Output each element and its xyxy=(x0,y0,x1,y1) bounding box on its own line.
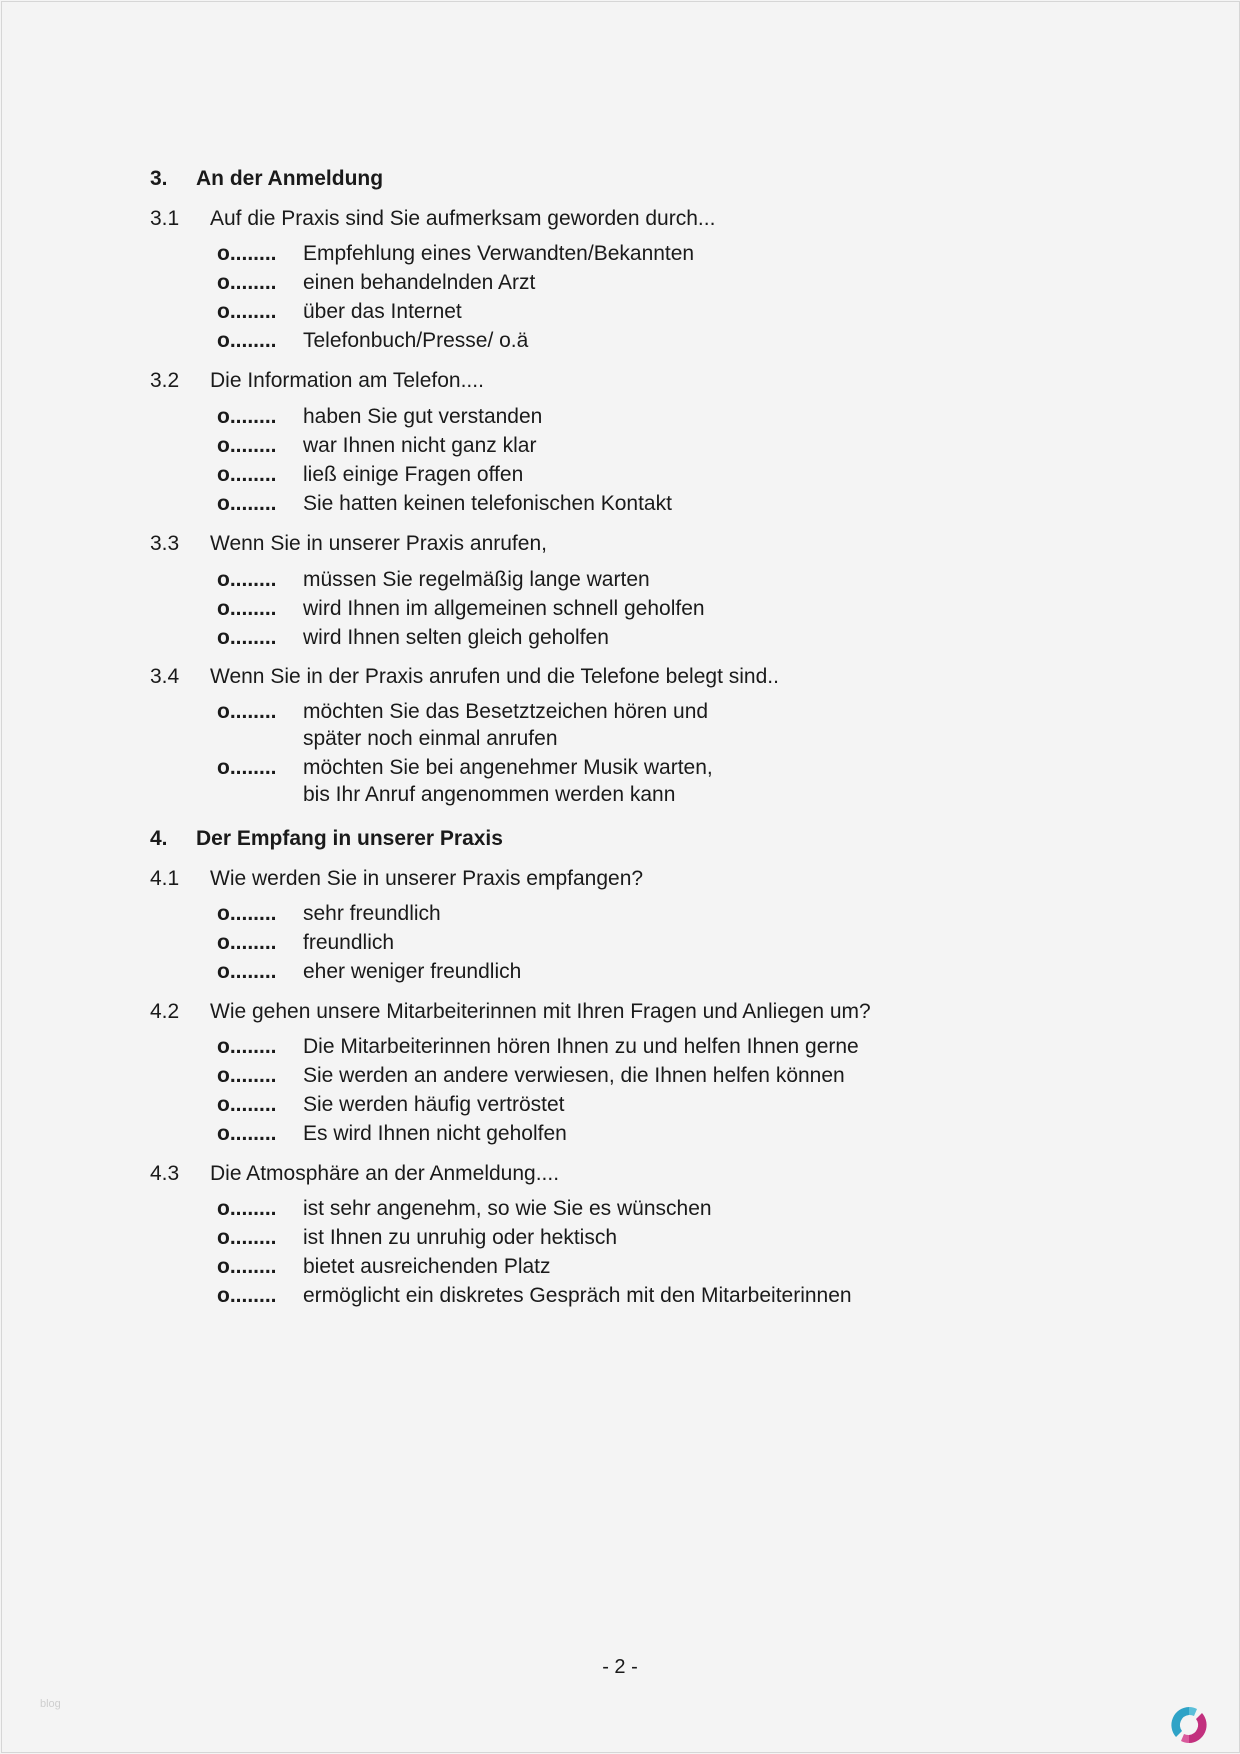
option-checkbox[interactable]: o........ wird Ihnen im allgemeinen schnell geholfen xyxy=(217,597,705,620)
radio-circle-icon[interactable]: o........ xyxy=(217,1093,277,1116)
option-checkbox[interactable]: o........ Sie hatten keinen telefonischen Kontakt xyxy=(217,492,672,515)
site-logo-icon xyxy=(1168,1704,1210,1746)
section-title: An der Anmeldung xyxy=(196,167,384,190)
question-4-2: 4.2 Wie gehen unsere Mitarbeiterinnen mit Ihren Fragen und Anliegen um? xyxy=(150,1000,871,1023)
document-page xyxy=(1,1,1240,1753)
section-heading-4 xyxy=(150,827,503,851)
radio-circle-icon[interactable]: o........ xyxy=(217,405,277,428)
option-checkbox[interactable]: o........ Sie werden an andere verwiesen, die Ihnen helfen können xyxy=(217,1064,845,1087)
section-heading-3 xyxy=(150,167,383,191)
radio-circle-icon[interactable]: o........ xyxy=(217,597,277,620)
radio-circle-icon[interactable]: o........ xyxy=(217,1197,277,1220)
option-checkbox[interactable]: o........ eher weniger freundlich xyxy=(217,960,522,983)
option-checkbox[interactable]: o........ ermöglicht ein diskretes Gespräch mit den Mitarbeiterinnen xyxy=(217,1284,852,1307)
radio-circle-icon[interactable]: o........ xyxy=(217,492,277,515)
question-3-1: 3.1 Auf die Praxis sind Sie aufmerksam geworden durch... xyxy=(150,207,716,230)
section-number: 3. xyxy=(150,167,168,190)
option-checkbox[interactable]: o........ einen behandelnden Arzt xyxy=(217,271,536,294)
radio-circle-icon[interactable]: o........ xyxy=(217,700,277,723)
watermark-text: blog xyxy=(40,1698,61,1710)
radio-circle-icon[interactable]: o........ xyxy=(217,300,277,323)
option-checkbox[interactable]: o........ Sie werden häufig vertröstet xyxy=(217,1093,565,1116)
option-checkbox[interactable]: o........ Die Mitarbeiterinnen hören Ihnen zu und helfen Ihnen gerne xyxy=(217,1035,859,1058)
option-checkbox[interactable]: o........ haben Sie gut verstanden xyxy=(217,405,543,428)
option-checkbox[interactable]: o........ ist Ihnen zu unruhig oder hektisch xyxy=(217,1226,618,1249)
radio-circle-icon[interactable]: o........ xyxy=(217,931,277,954)
question-3-4: 3.4 Wenn Sie in der Praxis anrufen und die Telefone belegt sind.. xyxy=(150,665,779,688)
radio-circle-icon[interactable]: o........ xyxy=(217,463,277,486)
radio-circle-icon[interactable]: o........ xyxy=(217,434,277,457)
option-checkbox[interactable]: o........ müssen Sie regelmäßig lange warten xyxy=(217,568,650,591)
option-checkbox[interactable]: o........ über das Internet xyxy=(217,300,462,323)
radio-circle-icon[interactable]: o........ xyxy=(217,329,277,352)
section-number: 4. xyxy=(150,827,168,850)
radio-circle-icon[interactable]: o........ xyxy=(217,1284,277,1307)
option-checkbox[interactable]: o........ war Ihnen nicht ganz klar xyxy=(217,434,537,457)
option-checkbox[interactable]: o........ ließ einige Fragen offen xyxy=(217,463,524,486)
option-checkbox[interactable]: o........ ist sehr angenehm, so wie Sie es wünschen xyxy=(217,1197,712,1220)
page-number: - 2 - xyxy=(602,1656,638,1678)
radio-circle-icon[interactable]: o........ xyxy=(217,1064,277,1087)
option-checkbox[interactable]: o........ Es wird Ihnen nicht geholfen xyxy=(217,1122,567,1145)
radio-circle-icon[interactable]: o........ xyxy=(217,568,277,591)
radio-circle-icon[interactable]: o........ xyxy=(217,1226,277,1249)
option-checkbox[interactable]: o........ Empfehlung eines Verwandten/Bekannten xyxy=(217,242,695,265)
option-checkbox[interactable]: o........ sehr freundlich xyxy=(217,902,441,925)
radio-circle-icon[interactable]: o........ xyxy=(217,960,277,983)
option-checkbox[interactable]: o........ Telefonbuch/Presse/ o.ä xyxy=(217,329,529,352)
radio-circle-icon[interactable]: o........ xyxy=(217,242,277,265)
section-title: Der Empfang in unserer Praxis xyxy=(196,827,503,850)
question-3-3: 3.3 Wenn Sie in unserer Praxis anrufen, xyxy=(150,532,547,555)
question-4-1: 4.1 Wie werden Sie in unserer Praxis empfangen? xyxy=(150,867,644,890)
option-checkbox[interactable]: o........ möchten Sie das Besetztzeichen hören und später noch einmal anrufen xyxy=(217,700,709,750)
radio-circle-icon[interactable]: o........ xyxy=(217,1255,277,1278)
radio-circle-icon[interactable]: o........ xyxy=(217,1035,277,1058)
radio-circle-icon[interactable]: o........ xyxy=(217,902,277,925)
radio-circle-icon[interactable]: o........ xyxy=(217,271,277,294)
radio-circle-icon[interactable]: o........ xyxy=(217,626,277,649)
radio-circle-icon[interactable]: o........ xyxy=(217,1122,277,1145)
option-checkbox[interactable]: o........ bietet ausreichenden Platz xyxy=(217,1255,551,1278)
question-3-2: 3.2 Die Information am Telefon.... xyxy=(150,369,484,392)
question-4-3: 4.3 Die Atmosphäre an der Anmeldung.... xyxy=(150,1162,560,1185)
option-checkbox[interactable]: o........ wird Ihnen selten gleich geholfen xyxy=(217,626,609,649)
option-checkbox[interactable]: o........ möchten Sie bei angenehmer Musik warten, bis Ihr Anruf angenommen werden kann xyxy=(217,756,713,806)
radio-circle-icon[interactable]: o........ xyxy=(217,756,277,779)
option-checkbox[interactable]: o........ freundlich xyxy=(217,931,395,954)
